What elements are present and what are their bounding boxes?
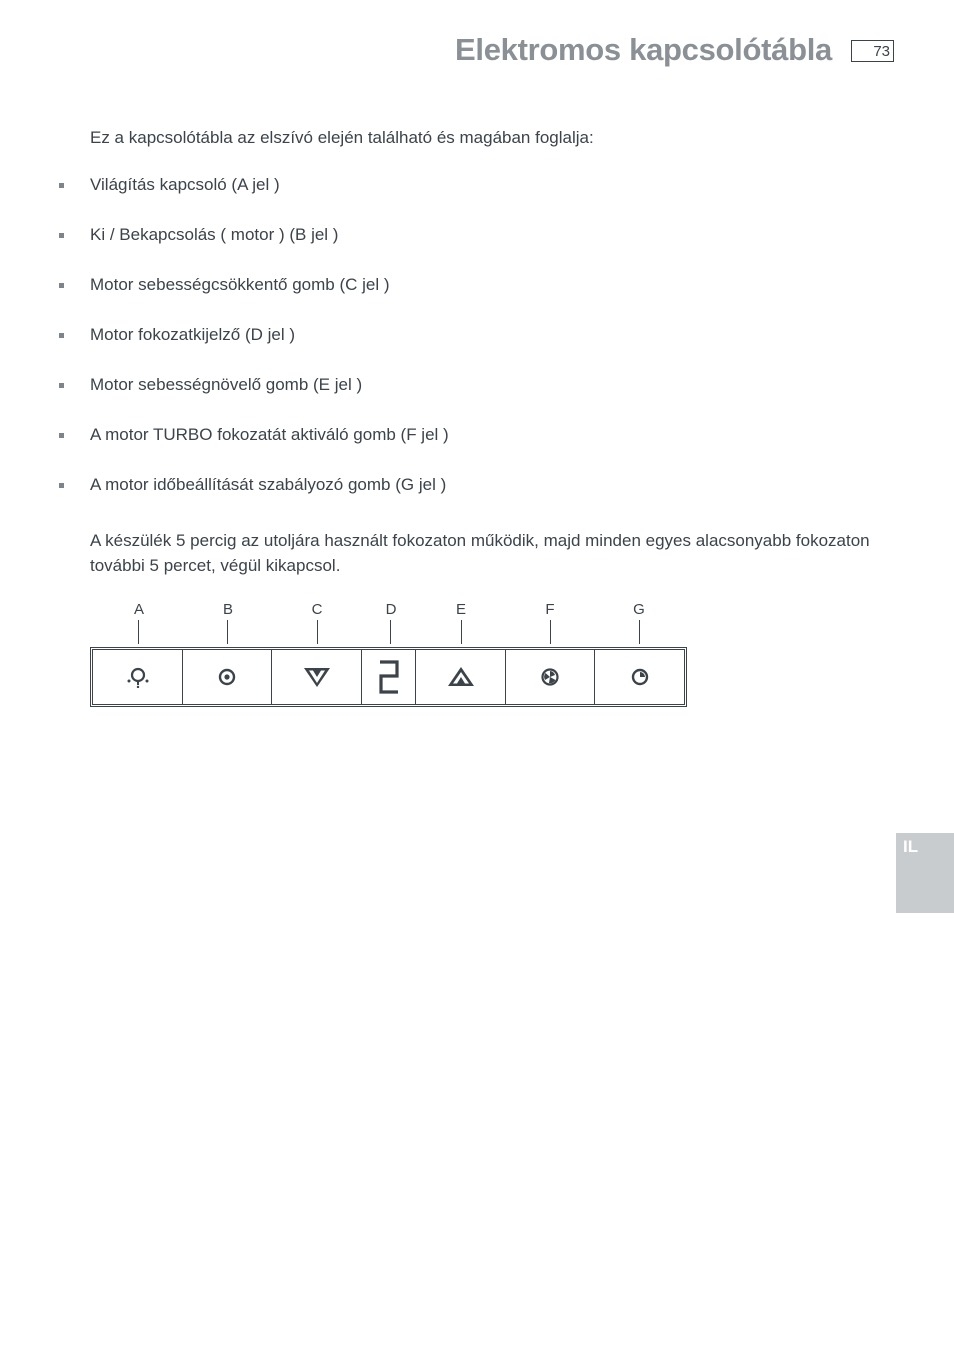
leader-line <box>550 620 551 644</box>
light-button[interactable] <box>93 650 183 704</box>
list-item-text: Motor fokozatkijelző (D jel ) <box>90 325 296 344</box>
bullet-square-icon <box>59 233 64 238</box>
bullet-square-icon <box>59 483 64 488</box>
list-item-text: A motor TURBO fokozatát aktiváló gomb (F jel ) <box>90 425 449 444</box>
panel-label-d: D <box>385 601 397 618</box>
intro-text: Ez a kapcsolótábla az elszívó elején található és magában foglalja: <box>90 128 594 147</box>
language-tab: IL <box>896 833 954 913</box>
speed-down-icon <box>303 666 331 688</box>
panel-label-b: B <box>222 601 233 618</box>
light-icon <box>126 666 150 688</box>
list-item-text: A motor időbeállítását szabályozó gomb (G jel ) <box>90 475 447 494</box>
timer-icon <box>630 667 650 687</box>
list-item-text: Világítás kapcsoló (A jel ) <box>90 175 280 194</box>
turbo-button[interactable] <box>506 650 595 704</box>
leader-line <box>227 620 228 644</box>
speed-up-icon <box>447 666 475 688</box>
power-icon <box>217 667 237 687</box>
leader-line <box>461 620 462 644</box>
bullet-square-icon <box>59 333 64 338</box>
panel-label-a: A <box>133 601 144 618</box>
panel-label-f: F <box>545 601 555 618</box>
list-item-text: Motor sebességcsökkentő gomb (C jel ) <box>90 275 390 294</box>
panel-label-g: G <box>633 601 645 618</box>
speed-up-button[interactable] <box>416 650 506 704</box>
leader-line <box>639 620 640 644</box>
bullet-square-icon <box>59 383 64 388</box>
speed-display <box>362 650 416 704</box>
list-item-text: Ki / Bekapcsolás ( motor ) (B jel ) <box>90 225 339 244</box>
digit-display <box>377 659 401 695</box>
speed-down-button[interactable] <box>272 650 362 704</box>
bullet-square-icon <box>59 283 64 288</box>
turbo-icon <box>540 667 560 687</box>
panel-label-c: C <box>311 601 323 618</box>
control-panel <box>90 647 687 707</box>
leader-line <box>138 620 139 644</box>
page-number: 73 <box>851 40 894 62</box>
leader-line <box>390 620 391 644</box>
page-title: Elektromos kapcsolótábla <box>455 32 832 67</box>
timer-button[interactable] <box>595 650 684 704</box>
info-paragraph: A készülék 5 percig az utoljára használt fokozaton működik, majd minden egyes alacsonyabb fokozaton további 5 percet, végül kikapcsol. <box>90 531 870 575</box>
list-item-text: Motor sebességnövelő gomb (E jel ) <box>90 375 363 394</box>
bullet-square-icon <box>59 433 64 438</box>
power-button[interactable] <box>183 650 272 704</box>
panel-label-e: E <box>455 601 466 618</box>
bullet-square-icon <box>59 183 64 188</box>
leader-line <box>317 620 318 644</box>
